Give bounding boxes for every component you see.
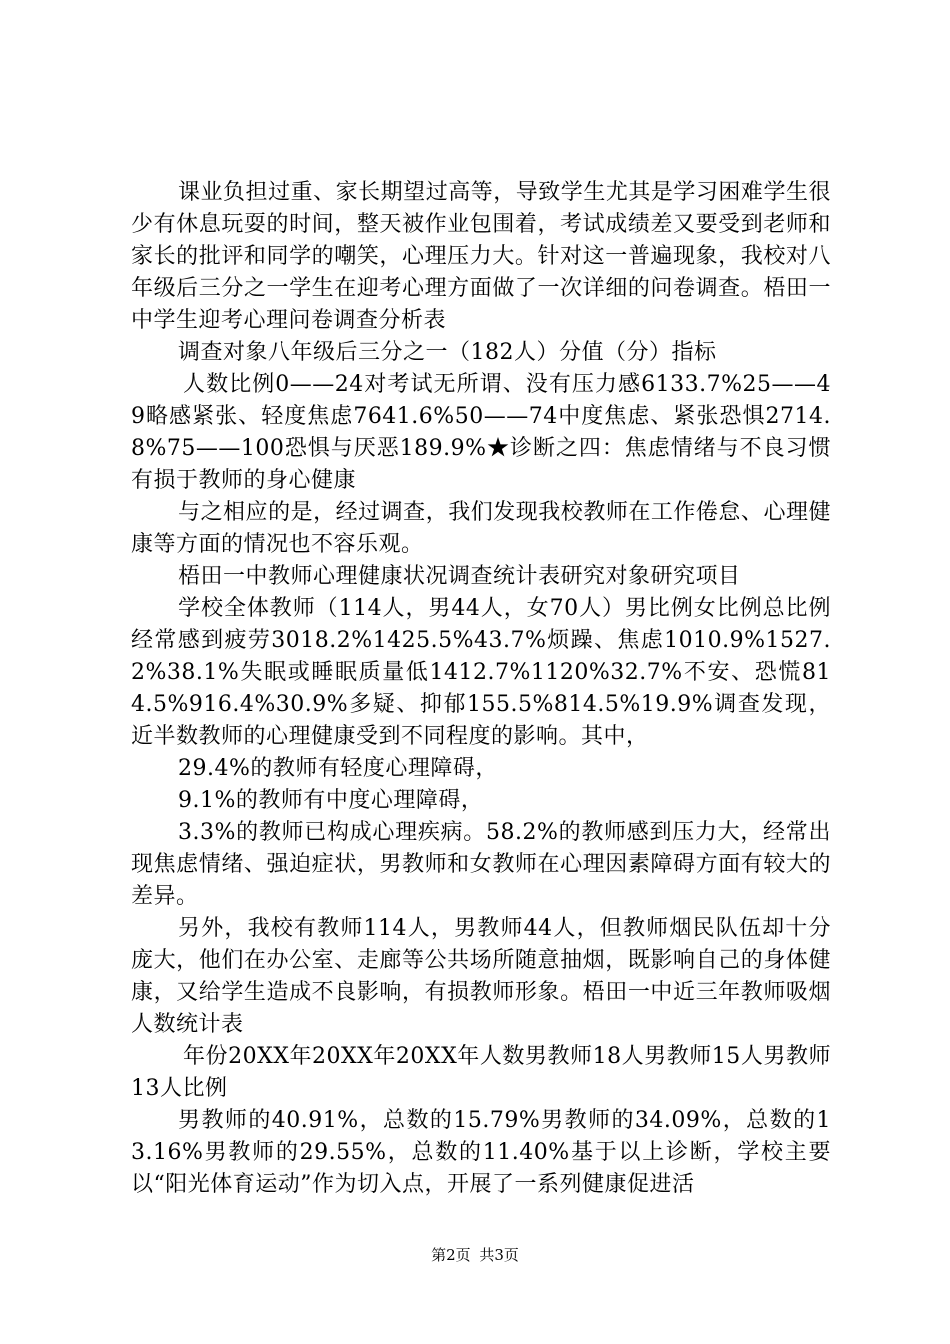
paragraph-4: 与之相应的是，经过调查，我们发现我校教师在工作倦怠、心理健康等方面的情况也不容乐观。 [131, 500, 831, 557]
page-number: 第2页 [431, 1246, 471, 1264]
page-total: 共3页 [479, 1246, 519, 1264]
paragraph-8: 9.1%的教师有中度心理障碍， [178, 788, 484, 813]
document-body [131, 177, 831, 1201]
paragraph-10: 另外，我校有教师114人，男教师44人，但教师烟民队伍却十分庞大，他们在办公室、走廊等公共场所随意抽烟，既影响自己的身体健康，又给学生造成不良影响，有损教师形象。梧田一中近三年教师吸烟人数统计表 [131, 916, 831, 1037]
page-footer [0, 1244, 950, 1265]
paragraph-3: 人数比例0——24对考试无所谓、没有压力感6133.7%25——49略感紧张、轻度焦虑7641.6%50——74中度焦虑、紧张恐惧2714.8%75——100恐惧与厌恶189.9%★诊断之四：焦虑情绪与不良习惯有损于教师的身心健康 [131, 372, 831, 493]
paragraph-9: 3.3%的教师已构成心理疾病。58.2%的教师感到压力大，经常出现焦虑情绪、强迫症状，男教师和女教师在心理因素障碍方面有较大的差异。 [131, 820, 831, 909]
paragraph-6: 学校全体教师（114人，男44人，女70人）男比例女比例总比例经常感到疲劳3018.2%1425.5%43.7%烦躁、焦虑1010.9%1527.2%38.1%失眠或睡眠质量低1412.7%1120%32.7%不安、恐慌814.5%916.4%30.9%多疑、抑郁155.5%814.5%19.9%调查发现，近半数教师的心理健康受到不同程度的影响。其中， [131, 596, 831, 749]
paragraph-5: 梧田一中教师心理健康状况调查统计表研究对象研究项目 [178, 564, 741, 589]
paragraph-7: 29.4%的教师有轻度心理障碍， [178, 756, 498, 781]
paragraph-1: 课业负担过重、家长期望过高等，导致学生尤其是学习困难学生很少有休息玩耍的时间，整天被作业包围着，考试成绩差又要受到老师和家长的批评和同学的嘲笑，心理压力大。针对这一普遍现象，我校对八年级后三分之一学生在迎考心理方面做了一次详细的问卷调查。梧田一中学生迎考心理问卷调查分析表 [131, 180, 831, 333]
paragraph-2: 调查对象八年级后三分之一（182人）分值（分）指标 [178, 340, 717, 365]
paragraph-11: 年份20XX年20XX年20XX年人数男教师18人男教师15人男教师13人比例 [131, 1044, 831, 1101]
paragraph-12: 男教师的40.91%，总数的15.79%男教师的34.09%，总数的13.16%男教师的29.55%，总数的11.40%基于以上诊断，学校主要以“阳光体育运动”作为切入点，开展了一系列健康促进活 [131, 1108, 831, 1197]
